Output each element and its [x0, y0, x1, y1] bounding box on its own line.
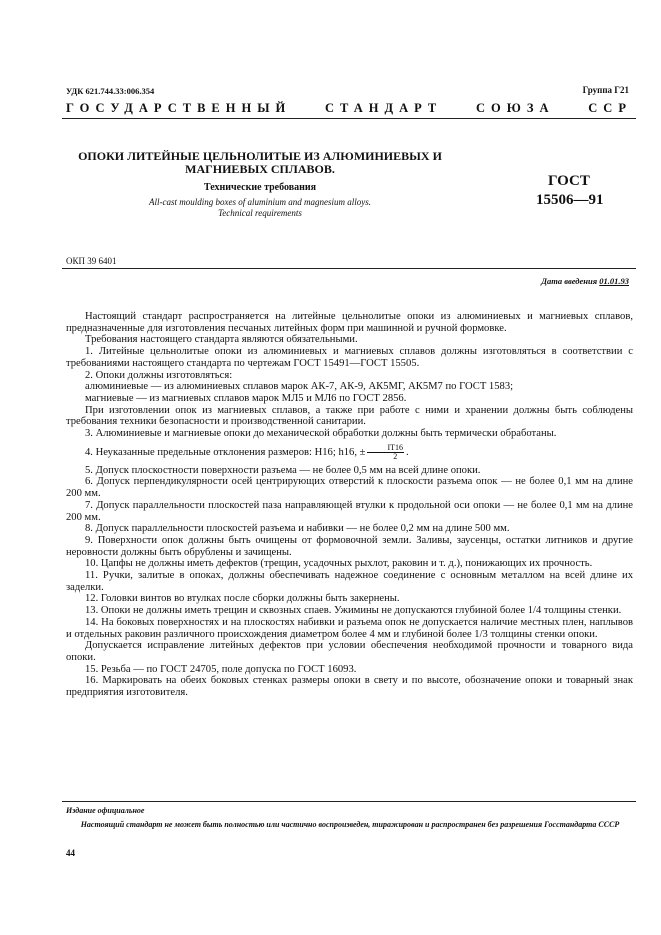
item-14-note: Допускается исправление литейных дефектов при условии обеспечения необходимой прочности и товарного вида опоки.: [66, 640, 633, 663]
reproduction-notice: Настоящий стандарт не может быть полностью или частично воспроизведен, тиражирован и распространен без разрешения Госстандарта СССР: [80, 820, 620, 829]
gost-number: 15506—91: [536, 192, 604, 208]
item-14: 14. На боковых поверхностях и на плоскостях набивки и разъема опок не допускается наличие местных плен, наплывов и отдельных раковин различного происхождения диаметром более 4 мм и глубиной более 1/3 толщины стенки опоки.: [66, 616, 633, 640]
document-body: [66, 311, 633, 699]
item-12: 12. Головки винтов во втулках после сборки должны быть закернены.: [85, 593, 400, 605]
requirements-note: Требования настоящего стандарта являются обязательными.: [85, 334, 358, 346]
footer-rule: [62, 801, 636, 802]
document-subtitle: Технические требования: [203, 182, 317, 193]
official-edition: Издание официальное: [66, 806, 145, 815]
item-6: 6. Допуск перпендикулярности осей центрирующих отверстий к плоскости разъема опок — не более 0,1 мм на длине 200 мм.: [66, 476, 633, 500]
item-4-end: .: [406, 446, 409, 458]
banner-word-4: ССР: [588, 101, 632, 115]
tolerance-fraction: [367, 444, 404, 461]
item-2-aluminium: алюминиевые — из алюминиевых сплавов марок АК-7, АК-9, АК5МГ, АК5М7 по ГОСТ 1583;: [85, 381, 514, 393]
okp-code: ОКП 39 6401: [66, 256, 117, 266]
document-title: ОПОКИ ЛИТЕЙНЫЕ ЦЕЛЬНОЛИТЫЕ ИЗ АЛЮМИНИЕВЫХ И МАГНИЕВЫХ СПЛАВОВ.: [78, 149, 442, 176]
item-4: [66, 444, 633, 461]
item-16: 16. Маркировать на обеих боковых стенках размеры опоки в свету и по высоте, обозначение опоки и товарный знак предприятия изготовителя.: [66, 675, 633, 699]
fraction-numerator: IT16: [367, 444, 404, 453]
banner-word-1: ГОСУДАРСТВЕННЫЙ: [66, 101, 292, 115]
header-rule: [62, 118, 636, 119]
item-11: 11. Ручки, залитые в опоках, должны обеспечивать надежное соединение с основным металлом на всей длине их заделки.: [66, 570, 633, 593]
item-9: 9. Поверхности опок должны быть очищены от формовочной земли. Заливы, заусенцы, остатки литников и другие неровности должны быть обрублены и зачищены.: [66, 534, 633, 558]
item-1: 1. Литейные цельнолитые опоки из алюминиевых и магниевых сплавов должны изготовляться в соответствии с требованиями настоящего стандарта по чертежам ГОСТ 15491—ГОСТ 15505.: [66, 346, 633, 369]
item-5: 5. Допуск плоскостности поверхности разъема — не более 0,5 мм на всей длине опоки.: [85, 464, 481, 476]
item-3: 3. Алюминиевые и магниевые опоки до механической обработки должны быть термически обработаны.: [85, 428, 557, 440]
english-subtitle-line: Technical requirements: [218, 208, 302, 218]
page-number: 44: [66, 848, 75, 858]
group-code: Группа Г21: [582, 85, 629, 95]
gost-label: ГОСТ: [548, 173, 590, 189]
state-standard-banner: [66, 101, 632, 116]
item-8: 8. Допуск параллельности плоскостей разъема и набивки — не более 0,2 мм на длине 500 мм.: [85, 523, 510, 535]
english-title: [60, 197, 460, 219]
udk-code: УДК 621.744.33:006.354: [66, 86, 155, 96]
item-4-text: 4. Неуказанные предельные отклонения размеров: Н16; h16,: [85, 446, 357, 458]
item-2-safety: При изготовлении опок из магниевых сплавов, а также при работе с ними и хранении должны быть соблюдены требования техники безопасности и производственной санитарии.: [66, 404, 633, 428]
item-15: 15. Резьба — по ГОСТ 24705, поле допуска по ГОСТ 16093.: [85, 663, 357, 675]
item-4-plusminus: ±: [359, 446, 366, 458]
item-2: 2. Опоки должны изготовляться:: [85, 369, 233, 381]
banner-word-3: СОЮЗА: [476, 101, 555, 115]
item-7: 7. Допуск параллельности плоскостей паза направляющей втулки к продольной оси опоки — не более 0,1 мм на длине 200 мм.: [66, 499, 633, 523]
intro-date-label: Дата введения: [541, 276, 598, 286]
intro-date: [541, 276, 629, 286]
intro-paragraph: Настоящий стандарт распространяется на литейные цельнолитые опоки из алюминиевых и магниевых сплавов, предназначенные для изготовления песчаных литейных форм при машинной и ручной формовке.: [66, 311, 633, 334]
english-title-line: All-cast moulding boxes of aluminium and magnesium alloys.: [149, 197, 371, 207]
banner-word-2: СТАНДАРТ: [324, 101, 443, 115]
okp-rule: [62, 268, 636, 269]
item-13: 13. Опоки не должны иметь трещин и сквозных спаев. Ужимины не допускаются глубиной более 1/4 толщины стенки.: [85, 605, 622, 617]
item-10: 10. Цапфы не должны иметь дефектов (трещин, усадочных рыхлот, раковин и т. д.), понижающих их прочность.: [85, 558, 593, 570]
item-2-magnesium: магниевые — из магниевых сплавов марок МЛ5 и МЛ6 по ГОСТ 2856.: [85, 392, 407, 404]
intro-date-value: 01.01.93: [599, 276, 629, 286]
fraction-denominator: 2: [393, 451, 398, 461]
